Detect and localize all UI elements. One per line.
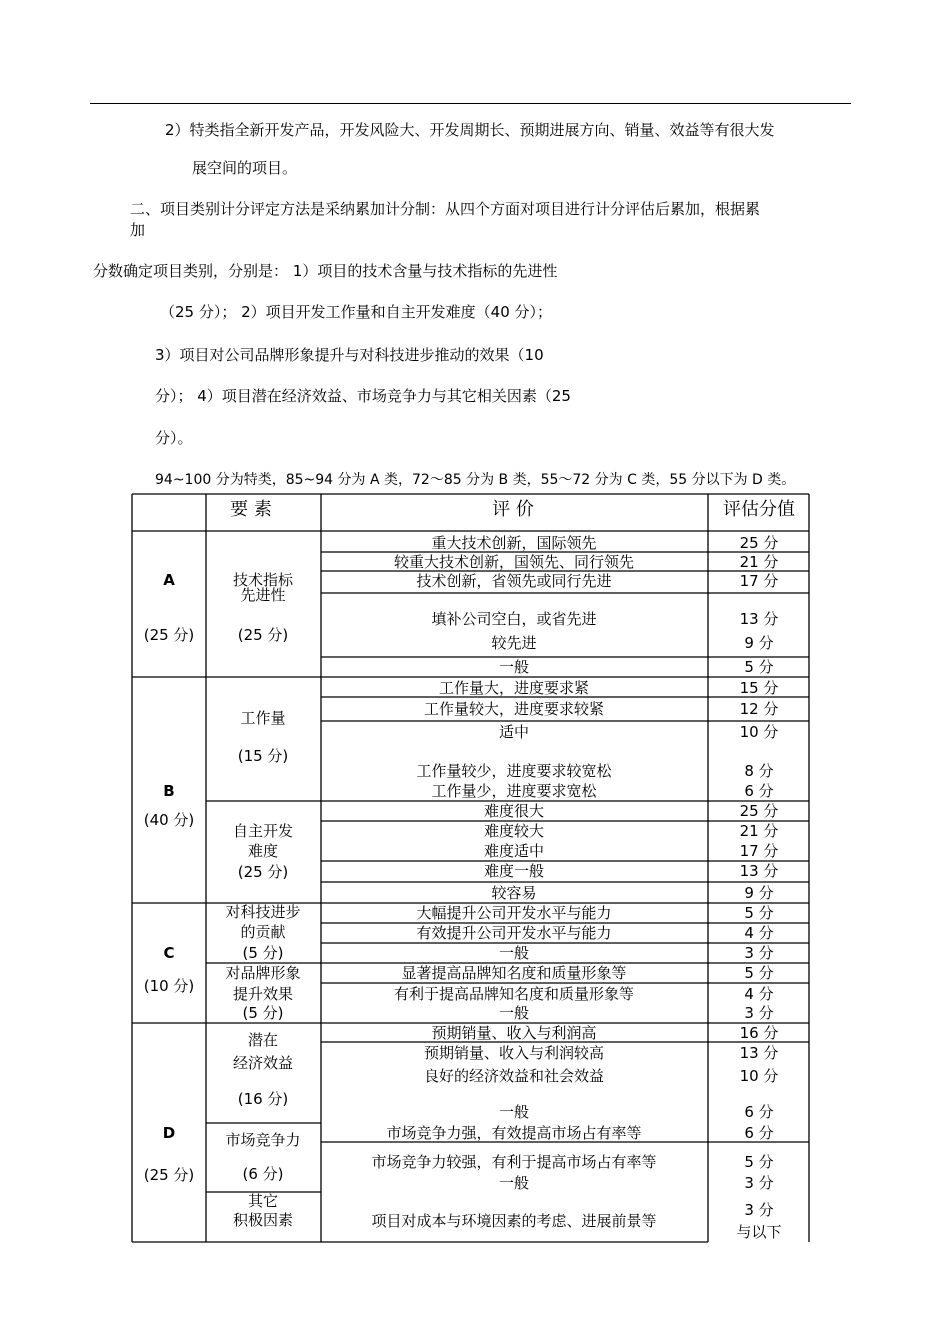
category-d: D bbox=[162, 1124, 176, 1142]
score-cell: 3 分 bbox=[744, 944, 774, 962]
category-a-points: (25 分) bbox=[143, 626, 195, 644]
evaluation-cell: 难度一般 bbox=[483, 862, 545, 880]
category-c: C bbox=[163, 944, 175, 962]
score-cell: 3 分 bbox=[744, 1004, 774, 1022]
factor-b2-points: (25 分) bbox=[237, 863, 289, 881]
evaluation-cell: 显著提高品牌知名度和质量形象等 bbox=[401, 964, 627, 982]
evaluation-cell: 较容易 bbox=[491, 884, 537, 902]
score-cell: 13 分 bbox=[739, 610, 779, 628]
factor-c2-line2: 提升效果 bbox=[232, 985, 294, 1003]
score-cell: 4 分 bbox=[744, 985, 774, 1003]
evaluation-cell: 较先进 bbox=[491, 634, 537, 652]
col-header-score: 评估分值 bbox=[723, 499, 795, 520]
evaluation-cell: 良好的经济效益和社会效益 bbox=[423, 1067, 605, 1085]
para-2c: 分数确定项目类别，分别是： 1）项目的技术含量与技术指标的先进性 bbox=[93, 262, 558, 280]
score-cell: 17 分 bbox=[739, 572, 779, 590]
score-cell: 16 分 bbox=[739, 1024, 779, 1042]
evaluation-cell: 有利于提高品牌知名度和质量形象等 bbox=[393, 985, 635, 1003]
evaluation-cell: 难度适中 bbox=[483, 842, 545, 860]
factor-d3-line1: 其它 bbox=[247, 1192, 279, 1210]
factor-b1-points: (15 分) bbox=[237, 747, 289, 765]
score-cell: 5 分 bbox=[744, 658, 774, 676]
score-cell: 5 分 bbox=[744, 964, 774, 982]
factor-c1-line2: 的贡献 bbox=[240, 923, 286, 941]
para-2d: （25 分）； 2）项目开发工作量和自主开发难度（40 分）； bbox=[160, 303, 553, 321]
factor-c2-points: (5 分) bbox=[242, 1004, 284, 1022]
factor-d2-line1: 市场竞争力 bbox=[225, 1131, 301, 1149]
para-2b: 加 bbox=[130, 221, 146, 239]
score-cell: 10 分 bbox=[739, 1067, 779, 1085]
evaluation-cell: 一般 bbox=[498, 658, 530, 676]
factor-d1-line1: 潜在 bbox=[247, 1031, 279, 1049]
grading-note: 94~100 分为特类，85~94 分为 A 类，72～85 分为 B 类，55～72 分为 C 类，55 分以下为 D 类。 bbox=[155, 472, 796, 488]
evaluation-cell: 一般 bbox=[498, 944, 530, 962]
evaluation-cell: 一般 bbox=[498, 1004, 530, 1022]
evaluation-cell: 项目对成本与环境因素的考虑、进展前景等 bbox=[371, 1212, 657, 1230]
factor-d2-points: (6 分) bbox=[242, 1165, 284, 1183]
factor-b1-line1: 工作量 bbox=[240, 709, 286, 727]
score-cell: 4 分 bbox=[744, 924, 774, 942]
score-cell: 25 分 bbox=[739, 534, 779, 552]
score-cell: 3 分 bbox=[744, 1201, 774, 1219]
evaluation-cell: 难度很大 bbox=[483, 802, 545, 820]
category-c-points: (10 分) bbox=[143, 977, 195, 995]
score-cell: 5 分 bbox=[744, 904, 774, 922]
evaluation-cell: 难度较大 bbox=[483, 822, 545, 840]
col-header-evaluation: 评 价 bbox=[492, 499, 534, 520]
score-cell: 3 分 bbox=[744, 1174, 774, 1192]
score-cell: 17 分 bbox=[739, 842, 779, 860]
factor-c1-points: (5 分) bbox=[242, 944, 284, 962]
para-2a: 二、项目类别计分评定方法是采纳累加计分制：从四个方面对项目进行计分评估后累加，根据累 bbox=[130, 200, 761, 218]
score-cell-suffix: 与以下 bbox=[736, 1223, 782, 1241]
evaluation-cell: 工作量较少，进度要求较宽松 bbox=[416, 762, 612, 780]
para-1a: 2）特类指全新开发产品，开发风险大、开发周期长、预期进展方向、销量、效益等有很大发 bbox=[165, 121, 775, 139]
score-cell: 8 分 bbox=[744, 762, 774, 780]
evaluation-cell: 市场竞争力较强，有利于提高市场占有率等 bbox=[371, 1153, 657, 1171]
evaluation-cell: 适中 bbox=[498, 723, 530, 741]
evaluation-cell: 预期销量、收入与利润较高 bbox=[423, 1044, 605, 1062]
factor-c2-line1: 对品牌形象 bbox=[225, 964, 301, 982]
evaluation-cell: 工作量大，进度要求紧 bbox=[438, 679, 590, 697]
score-cell: 9 分 bbox=[744, 884, 774, 902]
evaluation-cell: 一般 bbox=[498, 1103, 530, 1121]
factor-a1-line1: 技术指标 bbox=[232, 571, 294, 589]
para-2f: 分）； 4）项目潜在经济效益、市场竞争力与其它相关因素（25 bbox=[155, 387, 571, 405]
factor-b2-line2: 难度 bbox=[247, 842, 279, 860]
category-a: A bbox=[163, 571, 175, 589]
score-cell: 13 分 bbox=[739, 862, 779, 880]
factor-c1-line1: 对科技进步 bbox=[225, 903, 301, 921]
factor-d1-points: (16 分) bbox=[237, 1090, 289, 1108]
evaluation-cell: 较重大技术创新，国领先、同行领先 bbox=[393, 553, 635, 571]
factor-a1-line2: 先进性 bbox=[240, 586, 286, 604]
factor-d1-line2: 经济效益 bbox=[232, 1054, 294, 1072]
score-cell: 6 分 bbox=[744, 1124, 774, 1142]
para-1b: 展空间的项目。 bbox=[192, 159, 298, 177]
evaluation-cell: 重大技术创新，国际领先 bbox=[431, 534, 597, 552]
score-cell: 10 分 bbox=[739, 723, 779, 741]
evaluation-cell: 工作量少，进度要求宽松 bbox=[431, 782, 597, 800]
evaluation-cell: 有效提升公司开发水平与能力 bbox=[416, 924, 612, 942]
score-cell: 21 分 bbox=[739, 553, 779, 571]
score-cell: 6 分 bbox=[744, 782, 774, 800]
score-cell: 25 分 bbox=[739, 802, 779, 820]
evaluation-cell: 技术创新，省领先或同行先进 bbox=[416, 572, 612, 590]
evaluation-cell: 工作量较大，进度要求较紧 bbox=[423, 700, 605, 718]
score-cell: 9 分 bbox=[744, 634, 774, 652]
category-b: B bbox=[163, 782, 175, 800]
score-cell: 5 分 bbox=[744, 1153, 774, 1171]
para-2g: 分）。 bbox=[155, 429, 193, 447]
score-cell: 6 分 bbox=[744, 1103, 774, 1121]
factor-a1-points: (25 分) bbox=[237, 626, 289, 644]
category-d-points: (25 分) bbox=[143, 1166, 195, 1184]
evaluation-cell: 预期销量、收入与利润高 bbox=[431, 1024, 597, 1042]
score-cell: 12 分 bbox=[739, 700, 779, 718]
score-cell: 15 分 bbox=[739, 679, 779, 697]
para-2e: 3）项目对公司品牌形象提升与对科技进步推动的效果（10 bbox=[155, 346, 544, 364]
evaluation-cell: 市场竞争力强，有效提高市场占有率等 bbox=[386, 1124, 642, 1142]
col-header-factor: 要 素 bbox=[230, 499, 272, 520]
factor-b2-line1: 自主开发 bbox=[232, 822, 294, 840]
evaluation-cell: 一般 bbox=[498, 1174, 530, 1192]
category-b-points: (40 分) bbox=[143, 811, 195, 829]
evaluation-cell: 大幅提升公司开发水平与能力 bbox=[416, 904, 612, 922]
score-cell: 21 分 bbox=[739, 822, 779, 840]
score-cell: 13 分 bbox=[739, 1044, 779, 1062]
factor-d3-line2: 积极因素 bbox=[232, 1211, 294, 1229]
evaluation-cell: 填补公司空白，或省先进 bbox=[431, 610, 597, 628]
